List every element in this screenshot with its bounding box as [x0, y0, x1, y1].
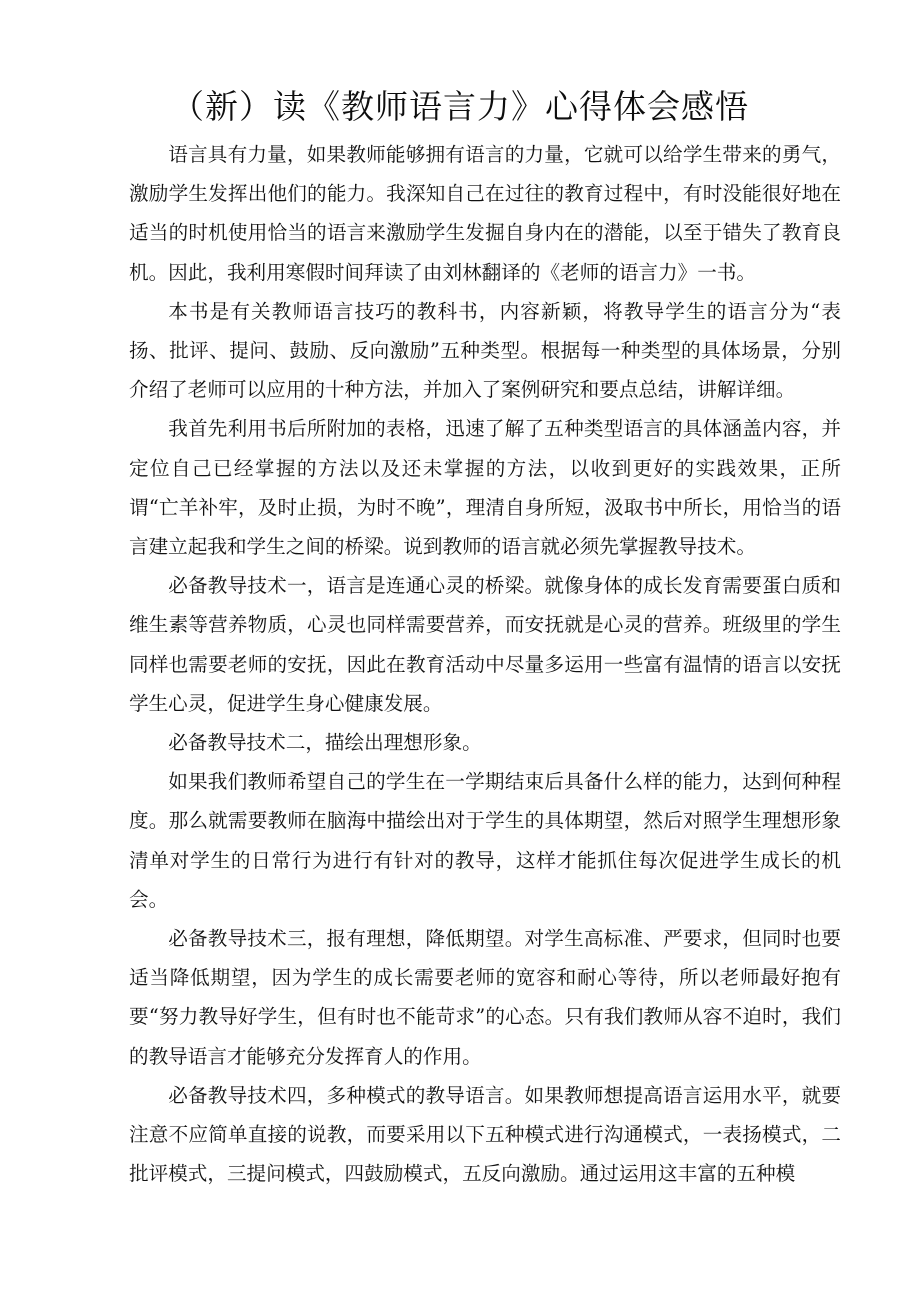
paragraph-book-summary: 本书是有关教师语言技巧的教科书，内容新颖，将教导学生的语言分为“表扬、批评、提问、鼓励、反向激励”五种类型。根据每一种类型的具体场景，分别介绍了老师可以应用的十种方法，并加入了案例研究和要点总结，讲解详细。 — [129, 299, 841, 402]
paragraph-technique-two-heading: 必备教导技术二，描绘出理想形象。 — [168, 731, 482, 755]
document-body — [129, 135, 841, 1193]
paragraph-technique-two-body: 如果我们教师希望自己的学生在一学期结束后具备什么样的能力，达到何种程度。那么就需要教师在脑海中描绘出对于学生的具体期望，然后对照学生理想形象清单对学生的日常行为进行有针对的教导，这样才能抓住每次促进学生成长的机会。 — [129, 770, 841, 911]
paragraph-technique-one: 必备教导技术一，语言是连通心灵的桥梁。就像身体的成长发育需要蛋白质和维生素等营养物质，心灵也同样需要营养，而安抚就是心灵的营养。班级里的学生同样也需要老师的安抚，因此在教育活动中尽量多运用一些富有温情的语言以安抚学生心灵，促进学生身心健康发展。 — [129, 574, 841, 715]
paragraph-reading-approach: 我首先利用书后所附加的表格，迅速了解了五种类型语言的具体涵盖内容，并定位自己已经掌握的方法以及还未掌握的方法，以收到更好的实践效果，正所谓“亡羊补牢，及时止损，为时不晚”，理清自身所短，汲取书中所长，用恰当的语言建立起我和学生之间的桥梁。说到教师的语言就必须先掌握教导技术。 — [129, 417, 841, 559]
paragraph-technique-three: 必备教导技术三，报有理想，降低期望。对学生高标准、严要求，但同时也要适当降低期望，因为学生的成长需要老师的宽容和耐心等待，所以老师最好抱有要“努力教导好学生，但有时也不能苛求”的心态。只有我们教师从容不迫时，我们的教导语言才能够充分发挥育人的作用。 — [129, 927, 841, 1068]
paragraph-technique-four: 必备教导技术四，多种模式的教导语言。如果教师想提高语言运用水平，就要注意不应简单直接的说教，而要采用以下五种模式进行沟通模式，一表扬模式，二批评模式，三提问模式，四鼓励模式，五反向激励。通过运用这丰富的五种模 — [129, 1083, 841, 1186]
paragraph-intro: 语言具有力量，如果教师能够拥有语言的力量，它就可以给学生带来的勇气，激励学生发挥出他们的能力。我深知自己在过往的教育过程中，有时没能很好地在适当的时机使用恰当的语言来激励学生发掘自身内在的潜能，以至于错失了教育良机。因此，我利用寒假时间拜读了由刘林翻译的《老师的语言力》一书。 — [129, 143, 841, 284]
document-title: （新）读《教师语言力》心得体会感悟 — [171, 87, 749, 126]
